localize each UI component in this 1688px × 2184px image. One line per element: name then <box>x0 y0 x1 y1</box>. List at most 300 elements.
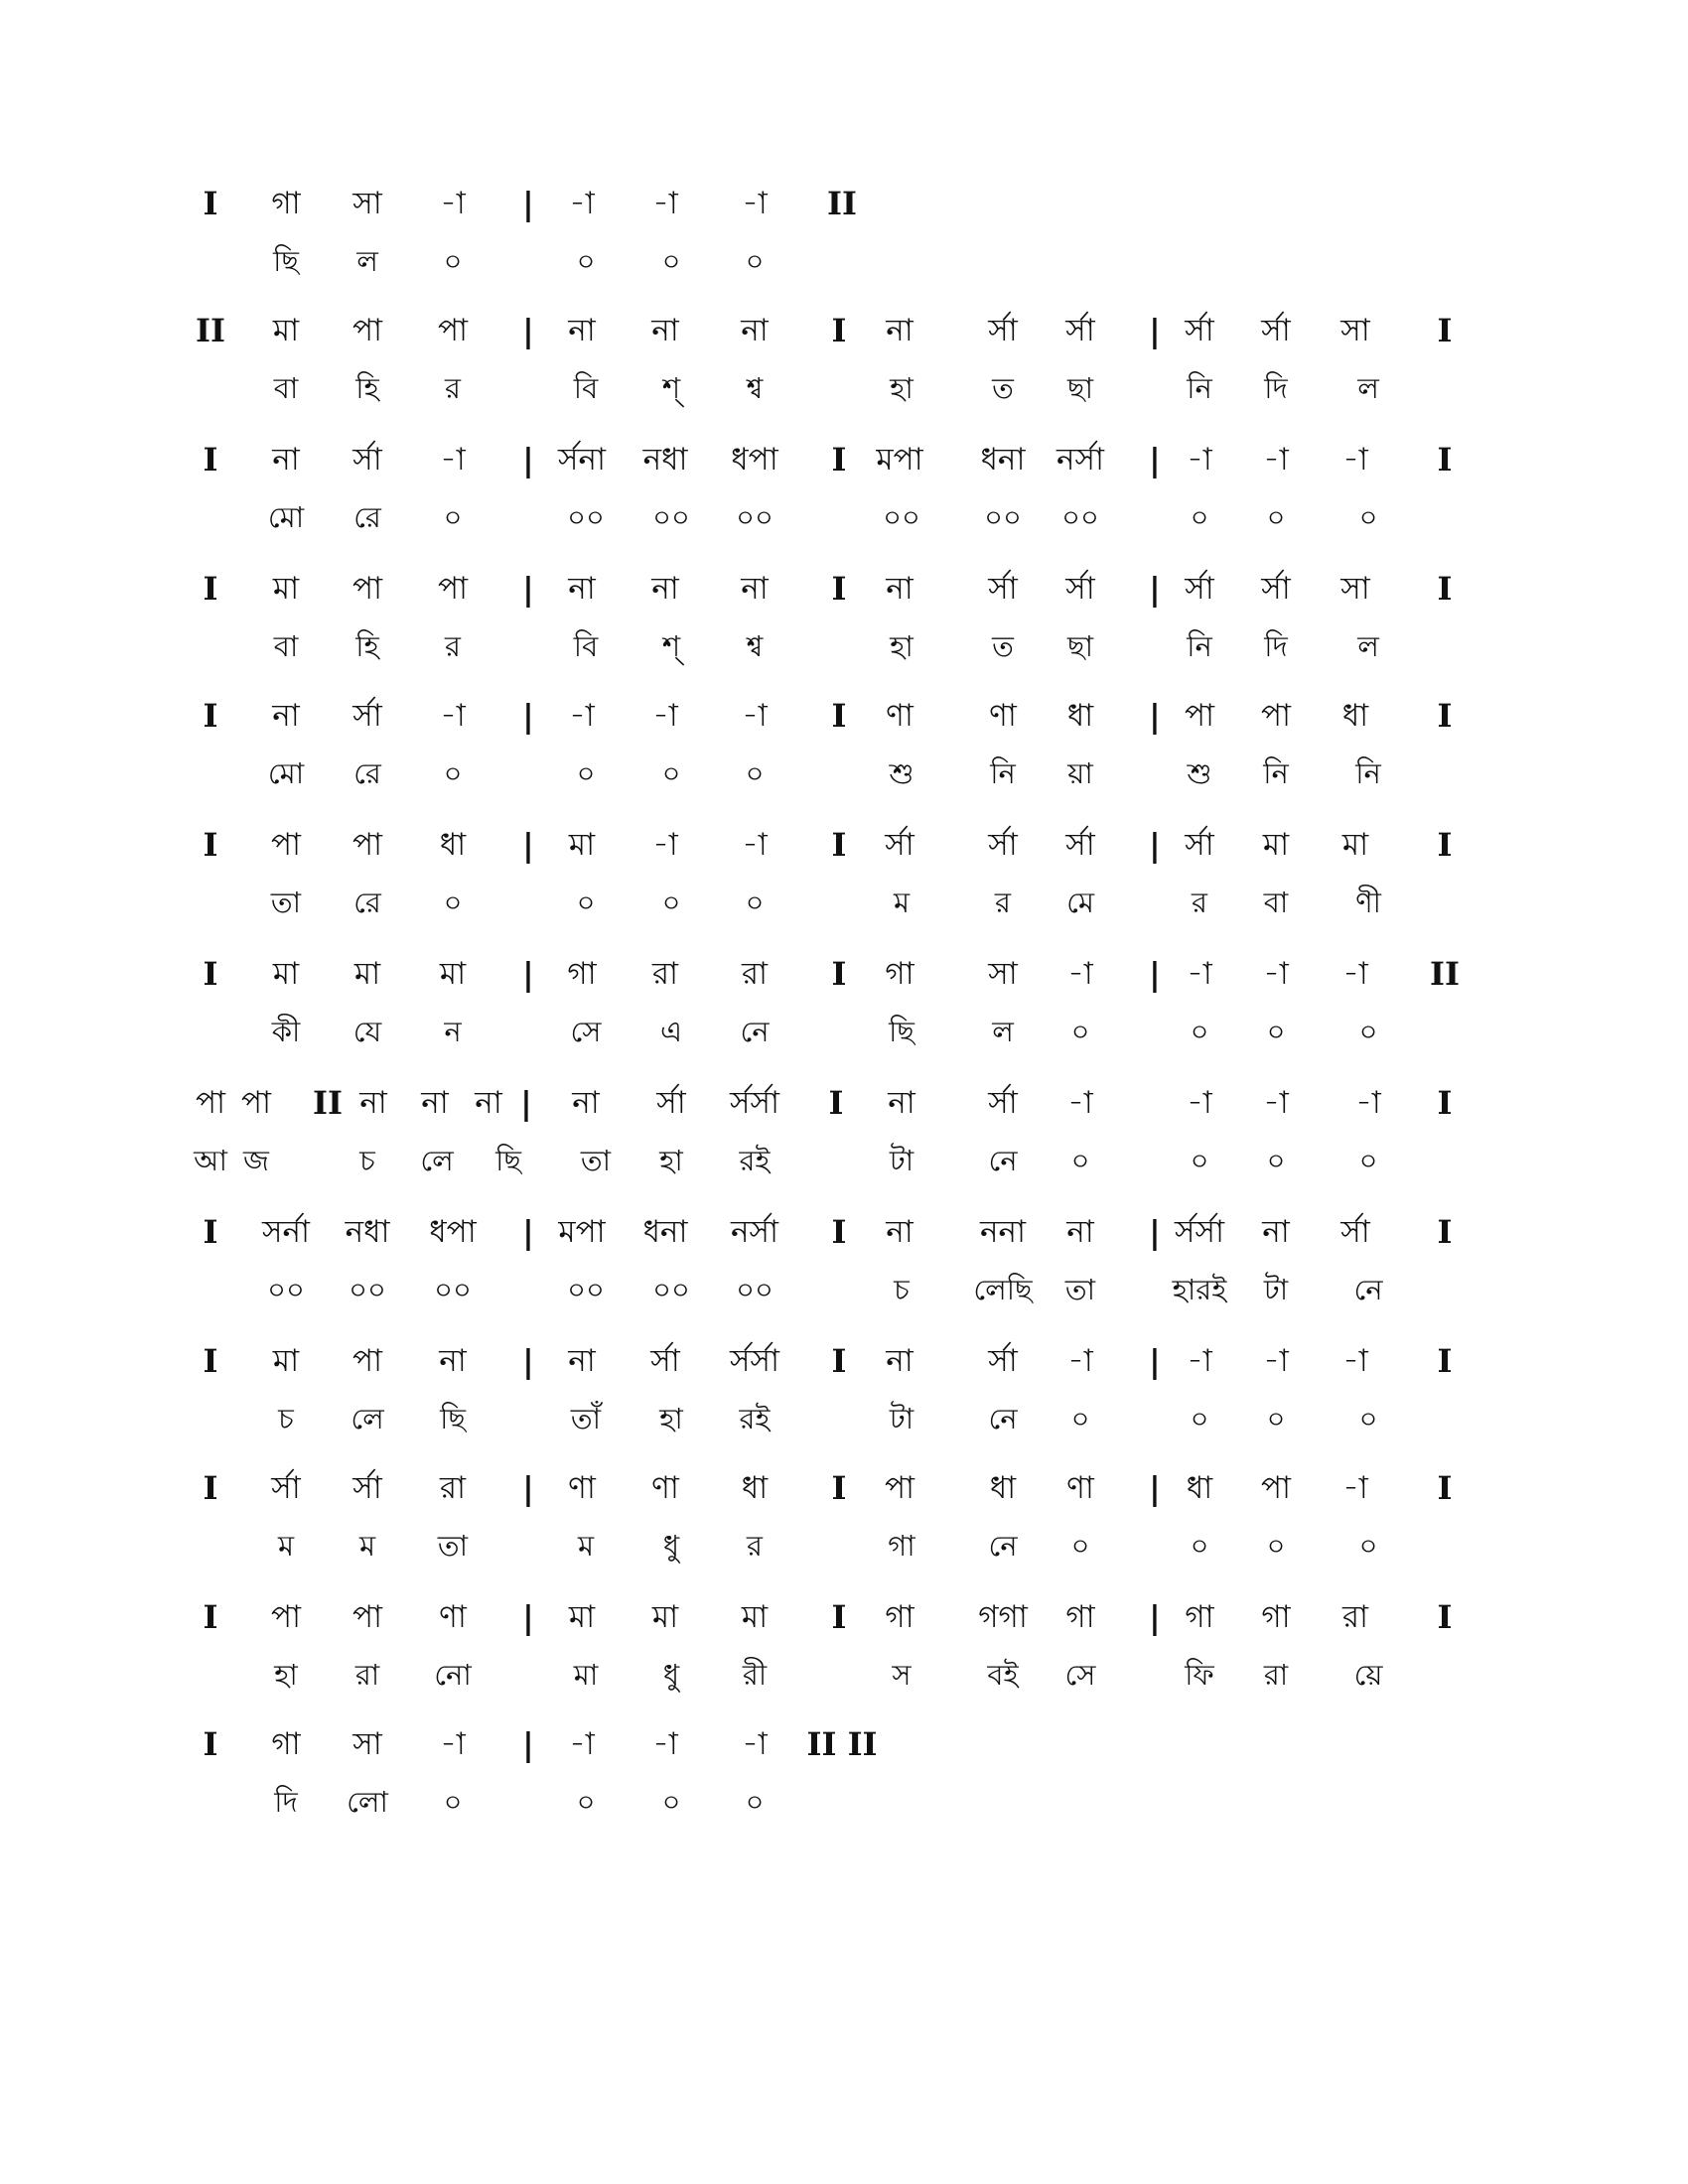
lyric-syllable: সে <box>570 1015 602 1048</box>
swara-note: মা <box>439 956 467 992</box>
notation-row <box>0 1336 1688 1455</box>
bar-line: I <box>203 1213 218 1251</box>
swara-line <box>0 691 1688 741</box>
lyric-syllable: ০ <box>443 1785 463 1819</box>
lyric-syllable: ০০ <box>349 1273 386 1306</box>
bar-line: | <box>522 441 534 478</box>
lyric-syllable: দি <box>274 1785 298 1819</box>
swara-note: না <box>1262 1214 1290 1250</box>
swara-line <box>0 1719 1688 1769</box>
swara-note: না <box>741 571 769 607</box>
lyric-syllable: ০ <box>576 756 596 790</box>
lyric-syllable: ০০ <box>1061 500 1099 534</box>
swara-note: -া <box>1263 956 1289 992</box>
swara-note: ণা <box>886 698 914 734</box>
swara-line <box>0 179 1688 228</box>
lyric-syllable: শ্ <box>661 371 681 405</box>
lyric-syllable: ০ <box>1190 1144 1209 1177</box>
lyric-syllable: র <box>995 886 1011 919</box>
swara-note: না <box>888 1085 915 1121</box>
lyric-syllable: ০ <box>1070 1015 1090 1048</box>
lyric-syllable: গা <box>888 1529 915 1563</box>
bar-line: I <box>1437 1342 1453 1380</box>
swara-note: র্সা <box>1340 1214 1370 1250</box>
lyric-line <box>0 1650 1688 1700</box>
bar-line: I <box>203 1469 218 1507</box>
bar-line: I <box>203 570 218 608</box>
swara-note: -া <box>652 186 678 221</box>
swara-note: -া <box>742 186 768 221</box>
swara-note: -া <box>440 698 466 734</box>
bar-line: | <box>1149 1469 1161 1507</box>
swara-note: -া <box>1067 956 1093 992</box>
swara-note: র্সা <box>1065 827 1095 863</box>
swara-note: ধা <box>1341 698 1369 734</box>
bar-line: I <box>203 697 218 735</box>
bar-line: | <box>522 312 534 349</box>
notation-row <box>0 820 1688 939</box>
lyric-syllable: টা <box>889 1144 914 1177</box>
bar-line: | <box>1149 697 1161 735</box>
bar-line: I <box>1437 1084 1453 1122</box>
lyric-syllable: ছি <box>273 244 299 278</box>
swara-note: -া <box>1263 1085 1289 1121</box>
swara-note: ধা <box>989 1470 1017 1506</box>
swara-note: -া <box>1342 956 1368 992</box>
lyric-syllable: শ্ব <box>746 629 764 663</box>
swara-note: মা <box>651 1599 679 1635</box>
swara-note: -া <box>742 698 768 734</box>
swara-note: র্সা <box>1185 827 1214 863</box>
lyric-syllable: তা <box>1064 1273 1096 1306</box>
lyric-syllable: শু <box>889 756 914 790</box>
swara-note: র্সা <box>271 1470 301 1506</box>
bar-line: | <box>522 1469 534 1507</box>
lyric-line <box>0 878 1688 927</box>
swara-note: মা <box>741 1599 769 1635</box>
swara-note: র্সা <box>988 827 1018 863</box>
lyric-syllable: বই <box>987 1658 1019 1692</box>
bar-line: I <box>203 441 218 478</box>
lyric-syllable: নো <box>434 1658 472 1692</box>
lyric-syllable: ল <box>1357 371 1379 405</box>
lyric-syllable: ০ <box>1190 1015 1209 1048</box>
bar-line: | <box>1149 1598 1161 1636</box>
swara-note: র্সা <box>352 1470 382 1506</box>
lyric-syllable: ণী <box>1355 886 1381 919</box>
swara-note: -া <box>742 1726 768 1762</box>
swara-note: -া <box>1187 1343 1212 1379</box>
lyric-syllable: ০০ <box>652 500 690 534</box>
bar-line: | <box>1149 1342 1161 1380</box>
lyric-syllable: ০ <box>1266 1402 1286 1435</box>
bar-line: | <box>522 697 534 735</box>
swara-note: র্সনা <box>558 442 606 478</box>
bar-line: I <box>831 1342 847 1380</box>
swara-note: মা <box>272 313 300 348</box>
lyric-syllable: নি <box>1263 756 1289 790</box>
swara-note: না <box>741 313 769 348</box>
lyric-syllable: হারই <box>1172 1273 1227 1306</box>
swara-note: নধা <box>345 1214 390 1250</box>
lyric-syllable: ০ <box>661 756 681 790</box>
lyric-syllable: ০ <box>1190 500 1209 534</box>
bar-line: I <box>1437 1213 1453 1251</box>
swara-note: না <box>359 1085 387 1121</box>
bar-line: I <box>1437 1598 1453 1636</box>
lyric-syllable: হি <box>355 371 379 405</box>
lyric-syllable: নি <box>1187 371 1212 405</box>
bar-line: | <box>522 826 534 864</box>
swara-note: গা <box>1065 1599 1095 1635</box>
lyric-syllable: নি <box>1355 756 1381 790</box>
swara-note: নধা <box>642 442 688 478</box>
swara-note: না <box>1066 1214 1094 1250</box>
lyric-syllable: তা <box>580 1144 612 1177</box>
lyric-syllable: ছি <box>440 1402 466 1435</box>
swara-line <box>0 820 1688 870</box>
swara-note: ধা <box>1186 1470 1213 1506</box>
lyric-syllable: চ <box>278 1402 294 1435</box>
lyric-syllable: ছা <box>1067 629 1093 663</box>
swara-note: -া <box>569 698 595 734</box>
swara-note: পা <box>195 1085 226 1121</box>
lyric-syllable: টা <box>889 1402 914 1435</box>
lyric-syllable: ০০ <box>567 1273 605 1306</box>
swara-note: পা <box>1260 698 1292 734</box>
notation-row <box>0 1719 1688 1839</box>
lyric-syllable: ০ <box>1266 1144 1286 1177</box>
swara-note: ধা <box>439 827 467 863</box>
swara-note: পা <box>270 827 302 863</box>
lyric-syllable: ত <box>992 371 1014 405</box>
lyric-syllable: ০ <box>745 244 765 278</box>
bar-line: I <box>1437 697 1453 735</box>
bar-line: | <box>1149 955 1161 993</box>
swara-note: না <box>886 1214 914 1250</box>
swara-note: -া <box>1342 442 1368 478</box>
swara-note: ধনা <box>980 442 1026 478</box>
lyric-syllable: ০ <box>1358 1529 1378 1563</box>
lyric-syllable: বি <box>573 371 599 405</box>
swara-note: পা <box>884 1470 915 1506</box>
swara-note: পা <box>437 571 469 607</box>
swara-note: নর্সা <box>1056 442 1104 478</box>
lyric-syllable: য়া <box>1067 756 1093 790</box>
lyric-syllable: ০ <box>576 886 596 919</box>
lyric-syllable: ০ <box>443 500 463 534</box>
lyric-syllable: বা <box>273 629 299 663</box>
bar-line: I <box>203 826 218 864</box>
swara-note: ধনা <box>642 1214 688 1250</box>
swara-note: রা <box>439 1470 467 1506</box>
bar-line: II <box>313 1084 343 1122</box>
swara-note: র্সা <box>988 571 1018 607</box>
notation-row <box>0 949 1688 1068</box>
lyric-syllable: এ <box>659 1015 683 1048</box>
bar-line: I <box>831 1598 847 1636</box>
bar-line: | <box>1149 312 1161 349</box>
lyric-syllable: ০ <box>1190 1402 1209 1435</box>
swara-note: গা <box>271 186 301 221</box>
lyric-line <box>0 749 1688 798</box>
bar-line: I <box>831 697 847 735</box>
bar-line: | <box>522 1342 534 1380</box>
lyric-syllable: হা <box>890 629 914 663</box>
lyric-syllable: ০ <box>1070 1529 1090 1563</box>
lyric-syllable: তা <box>437 1529 469 1563</box>
swara-note: র্সা <box>1185 313 1214 348</box>
lyric-syllable: ছি <box>889 1015 914 1048</box>
bar-line: | <box>522 1725 534 1763</box>
lyric-syllable: রে <box>353 500 381 534</box>
swara-line <box>0 1592 1688 1642</box>
lyric-line <box>0 1136 1688 1185</box>
swara-note: র্সা <box>1065 571 1095 607</box>
swara-note: -া <box>742 827 768 863</box>
bar-line: I <box>831 955 847 993</box>
lyric-line <box>0 1394 1688 1443</box>
swara-line <box>0 306 1688 355</box>
lyric-syllable: বি <box>573 629 599 663</box>
lyric-syllable: মে <box>1066 886 1094 919</box>
swara-line <box>0 435 1688 484</box>
swara-note: -া <box>569 1726 595 1762</box>
bar-line: II <box>1430 955 1460 993</box>
swara-note: সা <box>1340 313 1370 348</box>
lyric-syllable: ০০ <box>434 1273 472 1306</box>
swara-note: না <box>439 1343 467 1379</box>
swara-note: সর্না <box>262 1214 310 1250</box>
swara-line <box>0 1078 1688 1128</box>
bar-line: | <box>522 955 534 993</box>
notation-row <box>0 564 1688 683</box>
lyric-syllable: ০ <box>745 886 765 919</box>
bar-line: I <box>203 1598 218 1636</box>
swara-note: র্সা <box>656 1085 686 1121</box>
lyric-syllable: ০ <box>1358 500 1378 534</box>
swara-note: র্সা <box>1261 313 1291 348</box>
swara-note: -া <box>652 698 678 734</box>
notation-row <box>0 1592 1688 1711</box>
lyric-syllable: ল <box>356 244 378 278</box>
lyric-syllable: মো <box>267 500 305 534</box>
swara-note: না <box>568 1343 596 1379</box>
lyric-syllable: নে <box>988 1402 1018 1435</box>
bar-line: | <box>522 570 534 608</box>
swara-note: গা <box>567 956 597 992</box>
swara-note: ণা <box>439 1599 467 1635</box>
bar-line: II II <box>806 1725 878 1763</box>
bar-line: | <box>522 1598 534 1636</box>
swara-note: রা <box>1341 1599 1369 1635</box>
notation-row <box>0 179 1688 298</box>
swara-note: ণা <box>568 1470 596 1506</box>
swara-note: র্সা <box>1185 571 1214 607</box>
swara-note: -া <box>440 186 466 221</box>
swara-note: র্সা <box>1065 313 1095 348</box>
lyric-line <box>0 363 1688 413</box>
swara-note: -া <box>569 186 595 221</box>
lyric-syllable: সে <box>1064 1658 1096 1692</box>
swara-note: -া <box>1342 1470 1368 1506</box>
swara-note: র্সা <box>988 313 1018 348</box>
lyric-syllable: চ <box>359 1144 375 1177</box>
lyric-syllable: ০ <box>661 1785 681 1819</box>
swara-note: ণা <box>651 1470 679 1506</box>
swara-line <box>0 949 1688 999</box>
swara-note: সা <box>352 186 382 221</box>
swara-note: না <box>886 571 914 607</box>
bar-line: I <box>203 1725 218 1763</box>
lyric-line <box>0 1777 1688 1827</box>
swara-note: না <box>568 571 596 607</box>
swara-note: -া <box>1067 1343 1093 1379</box>
lyric-syllable: ০ <box>443 886 463 919</box>
swara-note: পা <box>352 1599 383 1635</box>
lyric-syllable: মো <box>267 756 305 790</box>
lyric-syllable: ০০ <box>984 500 1022 534</box>
swara-line <box>0 1207 1688 1257</box>
lyric-syllable: ০ <box>1358 1144 1378 1177</box>
swara-note: -া <box>1263 442 1289 478</box>
bar-line: | <box>522 1213 534 1251</box>
swara-note: মপা <box>876 442 923 478</box>
bar-line: I <box>831 312 847 349</box>
lyric-syllable: লো <box>347 1785 388 1819</box>
swara-note: রা <box>651 956 679 992</box>
lyric-syllable: লে <box>420 1144 454 1177</box>
bar-line: I <box>1437 312 1453 349</box>
lyric-syllable: ম <box>577 1529 595 1563</box>
lyric-syllable: রে <box>353 756 381 790</box>
swara-note: ধা <box>1066 698 1094 734</box>
swara-note: রা <box>741 956 769 992</box>
lyric-syllable: রই <box>739 1144 771 1177</box>
notation-row <box>0 1078 1688 1197</box>
swara-note: না <box>272 442 300 478</box>
lyric-syllable: ন <box>444 1015 462 1048</box>
swara-note: -া <box>440 442 466 478</box>
lyric-syllable: ত <box>992 629 1014 663</box>
swara-note: পা <box>1260 1470 1292 1506</box>
lyric-syllable: ০ <box>1358 1015 1378 1048</box>
swara-note: ধপা <box>429 1214 477 1250</box>
lyric-syllable: ল <box>1357 629 1379 663</box>
lyric-syllable: ০ <box>443 244 463 278</box>
lyric-line <box>0 236 1688 286</box>
swara-note: মা <box>1262 827 1290 863</box>
lyric-syllable: বা <box>273 371 299 405</box>
lyric-syllable: ০ <box>745 1785 765 1819</box>
lyric-syllable: র <box>445 629 461 663</box>
lyric-syllable: ল <box>992 1015 1014 1048</box>
bar-line: I <box>203 185 218 222</box>
swara-note: নর্সা <box>731 1214 778 1250</box>
swara-note: পা <box>352 313 383 348</box>
lyric-syllable: দি <box>1264 629 1288 663</box>
lyric-syllable: নে <box>988 1529 1018 1563</box>
bar-line: I <box>1437 1469 1453 1507</box>
swara-note: ধা <box>741 1470 769 1506</box>
swara-note: না <box>421 1085 449 1121</box>
lyric-syllable: টা <box>1263 1273 1289 1306</box>
lyric-syllable: র <box>445 371 461 405</box>
lyric-syllable: ০ <box>1266 500 1286 534</box>
swara-note: গা <box>1185 1599 1214 1635</box>
swara-note: -া <box>1263 1343 1289 1379</box>
lyric-syllable: শ্ <box>661 629 681 663</box>
swara-note: গা <box>1261 1599 1291 1635</box>
swara-note: র্সর্সা <box>730 1343 779 1379</box>
lyric-syllable: হা <box>659 1144 683 1177</box>
swara-note: -া <box>1342 1343 1368 1379</box>
lyric-syllable: ০ <box>745 756 765 790</box>
swara-note: পা <box>352 827 383 863</box>
bar-line: | <box>1149 826 1161 864</box>
lyric-syllable: ০০ <box>267 1273 305 1306</box>
swara-note: মা <box>272 956 300 992</box>
bar-line: I <box>1437 826 1453 864</box>
notation-row <box>0 1463 1688 1582</box>
lyric-syllable: র <box>747 1529 763 1563</box>
lyric-syllable: নে <box>988 1144 1018 1177</box>
lyric-syllable: ম <box>893 886 911 919</box>
lyric-syllable: নে <box>740 1015 770 1048</box>
lyric-line <box>0 492 1688 542</box>
bar-line: I <box>831 441 847 478</box>
swara-note: -া <box>652 1726 678 1762</box>
lyric-syllable: জ <box>243 1144 269 1177</box>
bar-line: I <box>831 1469 847 1507</box>
bar-line: | <box>522 185 534 222</box>
lyric-syllable: রী <box>742 1658 768 1692</box>
lyric-syllable: ০ <box>1070 1402 1090 1435</box>
swara-note: পা <box>270 1599 302 1635</box>
lyric-syllable: ০ <box>576 1785 596 1819</box>
swara-note: ধপা <box>731 442 778 478</box>
lyric-syllable: বা <box>1263 886 1289 919</box>
bar-line: I <box>828 1084 844 1122</box>
swara-note: র্সা <box>988 1085 1018 1121</box>
swara-note: -া <box>1355 1085 1381 1121</box>
swara-note: -া <box>1187 1085 1212 1121</box>
swara-note: মা <box>1341 827 1369 863</box>
bar-line: I <box>203 955 218 993</box>
swara-note: ননা <box>980 1214 1026 1250</box>
swara-note: গা <box>271 1726 301 1762</box>
bar-line: II <box>827 185 857 222</box>
lyric-syllable: রা <box>354 1658 380 1692</box>
lyric-syllable: র <box>1192 886 1207 919</box>
notation-row <box>0 306 1688 425</box>
lyric-syllable: মা <box>573 1658 599 1692</box>
swara-line <box>0 1336 1688 1386</box>
lyric-syllable: স <box>892 1658 912 1692</box>
lyric-syllable: ০০ <box>883 500 920 534</box>
lyric-syllable: নি <box>1187 629 1212 663</box>
notation-row <box>0 435 1688 554</box>
lyric-syllable: ০০ <box>736 1273 774 1306</box>
swara-note: র্সর্সা <box>730 1085 779 1121</box>
lyric-line <box>0 621 1688 671</box>
swara-note: -া <box>1067 1085 1093 1121</box>
bar-line: I <box>203 1342 218 1380</box>
notation-row <box>0 691 1688 810</box>
swara-note: -া <box>1187 442 1212 478</box>
lyric-syllable: লে <box>351 1402 384 1435</box>
swara-note: র্সা <box>352 698 382 734</box>
